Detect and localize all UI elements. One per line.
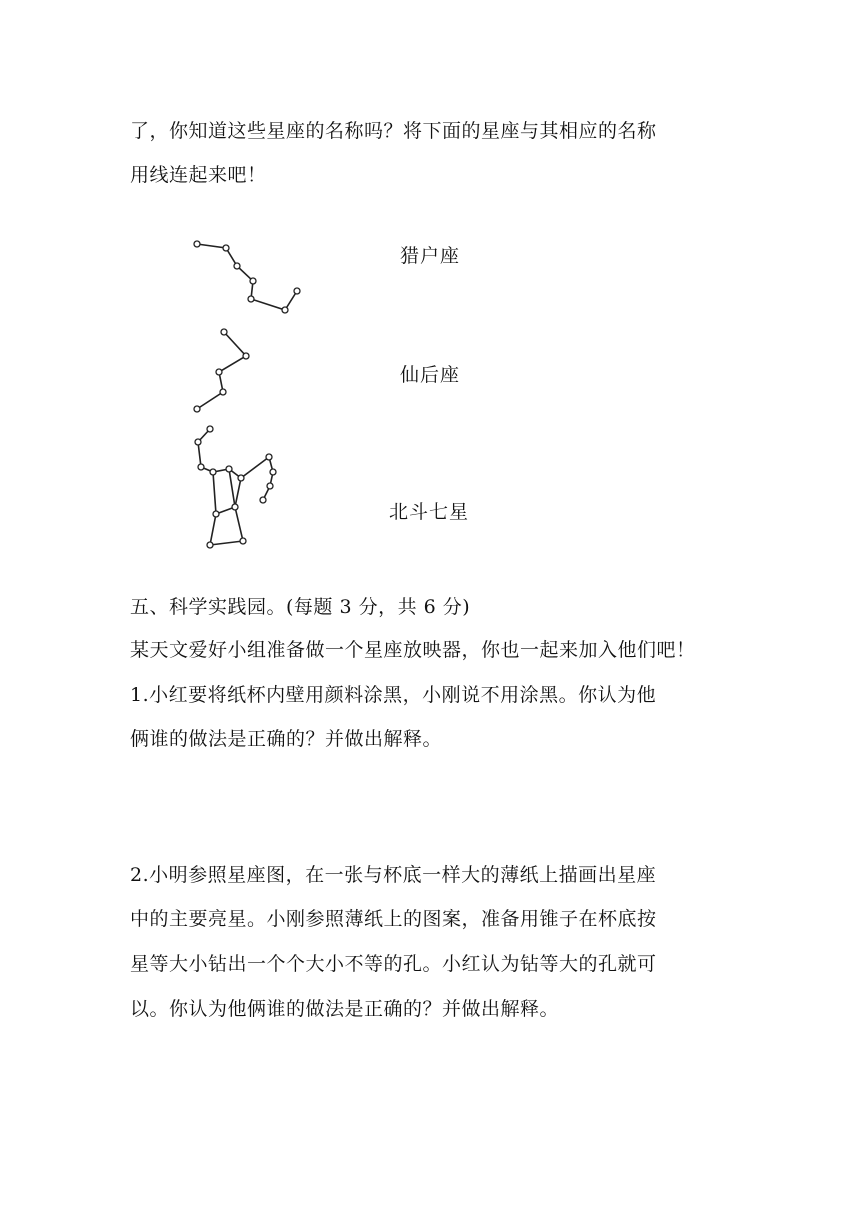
question-2-line-4: 以。你认为他俩谁的做法是正确的？并做出解释。 bbox=[130, 998, 560, 1020]
section-intro: 某天文爱好小组准备做一个星座放映器，你也一起来加入他们吧！ bbox=[130, 639, 696, 661]
question-2-line-2: 中的主要亮星。小刚参照薄纸上的图案，准备用锥子在杯底按 bbox=[130, 908, 657, 930]
name-big-dipper: 北斗七星 bbox=[389, 501, 470, 523]
question-2-line-1: 2.小明参照星座图，在一张与杯底一样大的薄纸上描画出星座 bbox=[130, 864, 657, 886]
question-2-line-3: 星等大小钻出一个个大小不等的孔。小红认为钻等大的孔就可 bbox=[130, 953, 657, 975]
name-cassiopeia: 仙后座 bbox=[400, 364, 461, 386]
name-orion: 猎户座 bbox=[400, 245, 461, 267]
question-1-line-2: 俩谁的做法是正确的？并做出解释。 bbox=[130, 728, 443, 750]
intro-line-2: 用线连起来吧！ bbox=[130, 164, 267, 186]
question-1-line-1: 1.小红要将纸杯内壁用颜料涂黑，小刚说不用涂黑。你认为他 bbox=[130, 684, 657, 706]
intro-line-1: 了，你知道这些星座的名称吗？将下面的星座与其相应的名称 bbox=[130, 120, 657, 142]
section-heading: 五、科学实践园。(每题 3 分，共 6 分) bbox=[130, 596, 471, 618]
